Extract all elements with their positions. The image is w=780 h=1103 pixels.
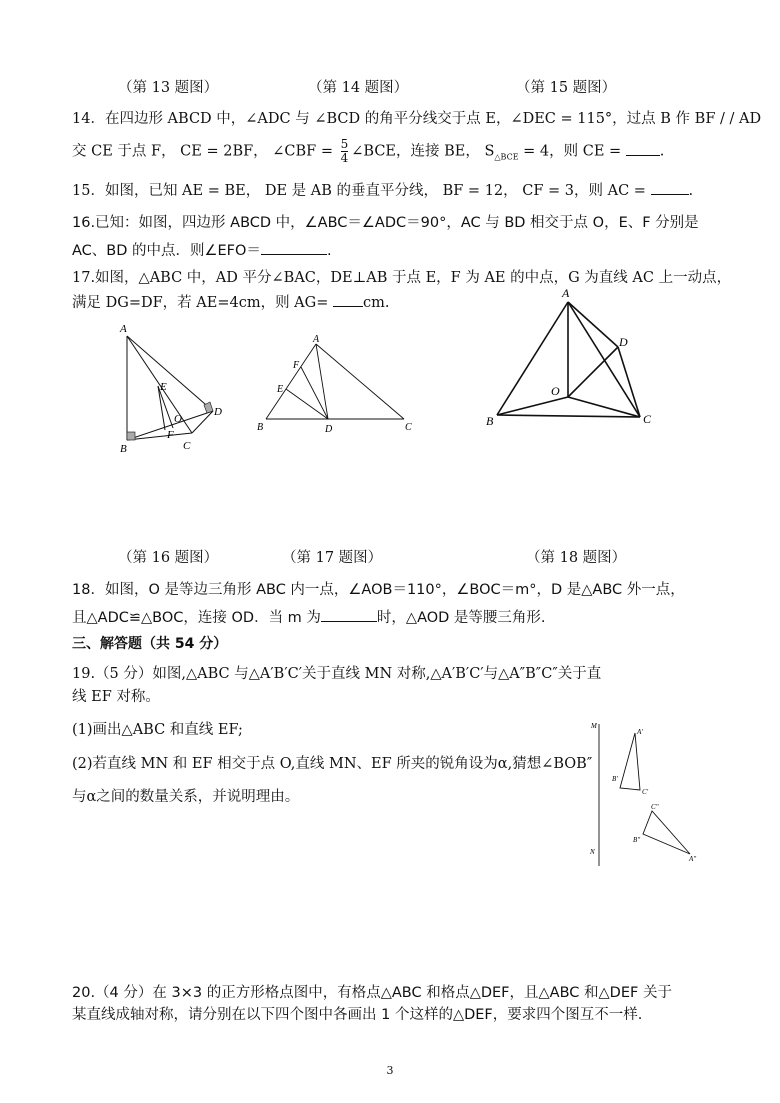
fig17-label-A: A [313, 334, 320, 345]
q18-answer-blank [321, 605, 377, 622]
q19-part1: (1)画出△ABC 和直线 EF; [72, 722, 243, 738]
fig16-label-D: D [214, 406, 222, 418]
q17-answer-blank [333, 290, 363, 307]
fig18-label-O: O [551, 384, 560, 398]
fig19-label-B1: B' [612, 775, 618, 783]
q20-line2: 某直线成轴对称，请分别在以下四个图中各画出 1 个这样的△DEF，要求四个图互不一样. [72, 1007, 643, 1023]
fig16-label-C: C [183, 440, 191, 452]
q18-line1: 18．如图，O 是等边三角形 ABC 内一点，∠AOB＝110°，∠BOC＝m°，D 是△ABC 外一点， [72, 582, 685, 598]
figure-18 [480, 287, 660, 432]
caption-fig13: （第 13 题图） [118, 80, 219, 96]
q14-line1: 14．在四边形 ABCD 中，∠ADC 与 ∠BCD 的角平分线交于点 E，∠DEC = 115°，过点 B 作 BF / / AD [72, 111, 762, 127]
fig19-label-B2: B" [633, 836, 641, 844]
fig16-label-E: E [160, 381, 167, 393]
q20-line1: 20.（4 分）在 3×3 的正方形格点图中，有格点△ABC 和格点△DEF，且△ABC 和△DEF 关于 [72, 985, 672, 1001]
q17-line1: 17.如图，△ABC 中，AD 平分∠BAC，DE⊥AB 于点 E，F 为 AE 的中点，G 为直线 AC 上一动点， [72, 270, 732, 286]
q15-line: 15．如图，已知 AE = BE， DE 是 AB 的垂直平分线， BF = 12， CF = 3，则 AC = . [72, 178, 693, 201]
figure-17 [252, 334, 422, 444]
fraction-5-4: $\frac{5}{4}$ [340, 137, 349, 165]
caption-fig18: （第 18 题图） [526, 550, 627, 566]
fig19-label-C2: C" [651, 803, 659, 811]
q16-answer-blank [261, 238, 327, 255]
fig17-label-C: C [405, 422, 412, 433]
caption-fig15: （第 15 题图） [516, 80, 617, 96]
q18-line2: 且△ADC≌△BOC，连接 OD．当 m 为 时，△AOD 是等腰三角形. [72, 605, 546, 628]
q16-line1: 16.已知：如图，四边形 ABCD 中，∠ABC＝∠ADC＝90°，AC 与 BD 相交于点 O，E、F 分别是 [72, 215, 699, 231]
q14-line2: 交 CE 于点 F， CE = 2BF， ∠CBF = $\frac{5}{4}$ ∠BCE，连接 BE， $S_{\triangle BCE} = 4$，则 CE = . [72, 137, 665, 165]
q16-line2: AC、BD 的中点．则∠EFO＝ . [72, 238, 332, 261]
page-number: 3 [386, 1064, 394, 1077]
q19-line2: 线 EF 对称。 [72, 689, 160, 705]
fig17-label-D: D [325, 424, 333, 435]
fig16-label-A: A [120, 323, 127, 335]
section-title: 三、解答题（共 54 分） [72, 636, 228, 652]
fig17-label-F: F [293, 360, 300, 371]
fig19-label-A1: A' [637, 728, 643, 736]
fig16-label-B: B [120, 443, 127, 455]
fig19-label-C1: C' [642, 788, 649, 796]
fig18-label-C: C [643, 412, 652, 426]
caption-fig16: （第 16 题图） [118, 550, 219, 566]
q14-answer-blank [626, 139, 660, 156]
caption-fig17: （第 17 题图） [282, 550, 383, 566]
figure-19 [586, 716, 716, 871]
q19-part2: (2)若直线 MN 和 EF 相交于点 O,直线 MN、EF 所夹的锐角设为α,猜想∠BOB″ [72, 756, 593, 772]
fig16-label-F: F [167, 429, 174, 441]
figure-16 [110, 318, 230, 458]
caption-fig14: （第 14 题图） [308, 80, 409, 96]
fig17-label-B: B [257, 422, 264, 433]
fig16-label-O: O [174, 413, 182, 425]
q17-line2: 满足 DG=DF，若 AE=4cm，则 AG= cm. [72, 290, 389, 313]
fig18-label-B: B [486, 414, 494, 428]
q15-answer-blank [651, 178, 689, 195]
fig19-label-A2: A" [689, 855, 697, 863]
q19-line1: 19.（5 分）如图,△ABC 与△A′B′C′关于直线 MN 对称,△A′B′C′与△A″B″C″关于直 [72, 666, 602, 682]
fig18-label-A: A [562, 286, 570, 300]
fig18-label-D: D [619, 335, 628, 349]
q19-part2b: 与α之间的数量关系，并说明理由。 [72, 789, 300, 805]
fig19-label-M: M [591, 722, 597, 730]
fig17-label-E: E [277, 384, 284, 395]
fig19-label-N: N [590, 848, 595, 856]
